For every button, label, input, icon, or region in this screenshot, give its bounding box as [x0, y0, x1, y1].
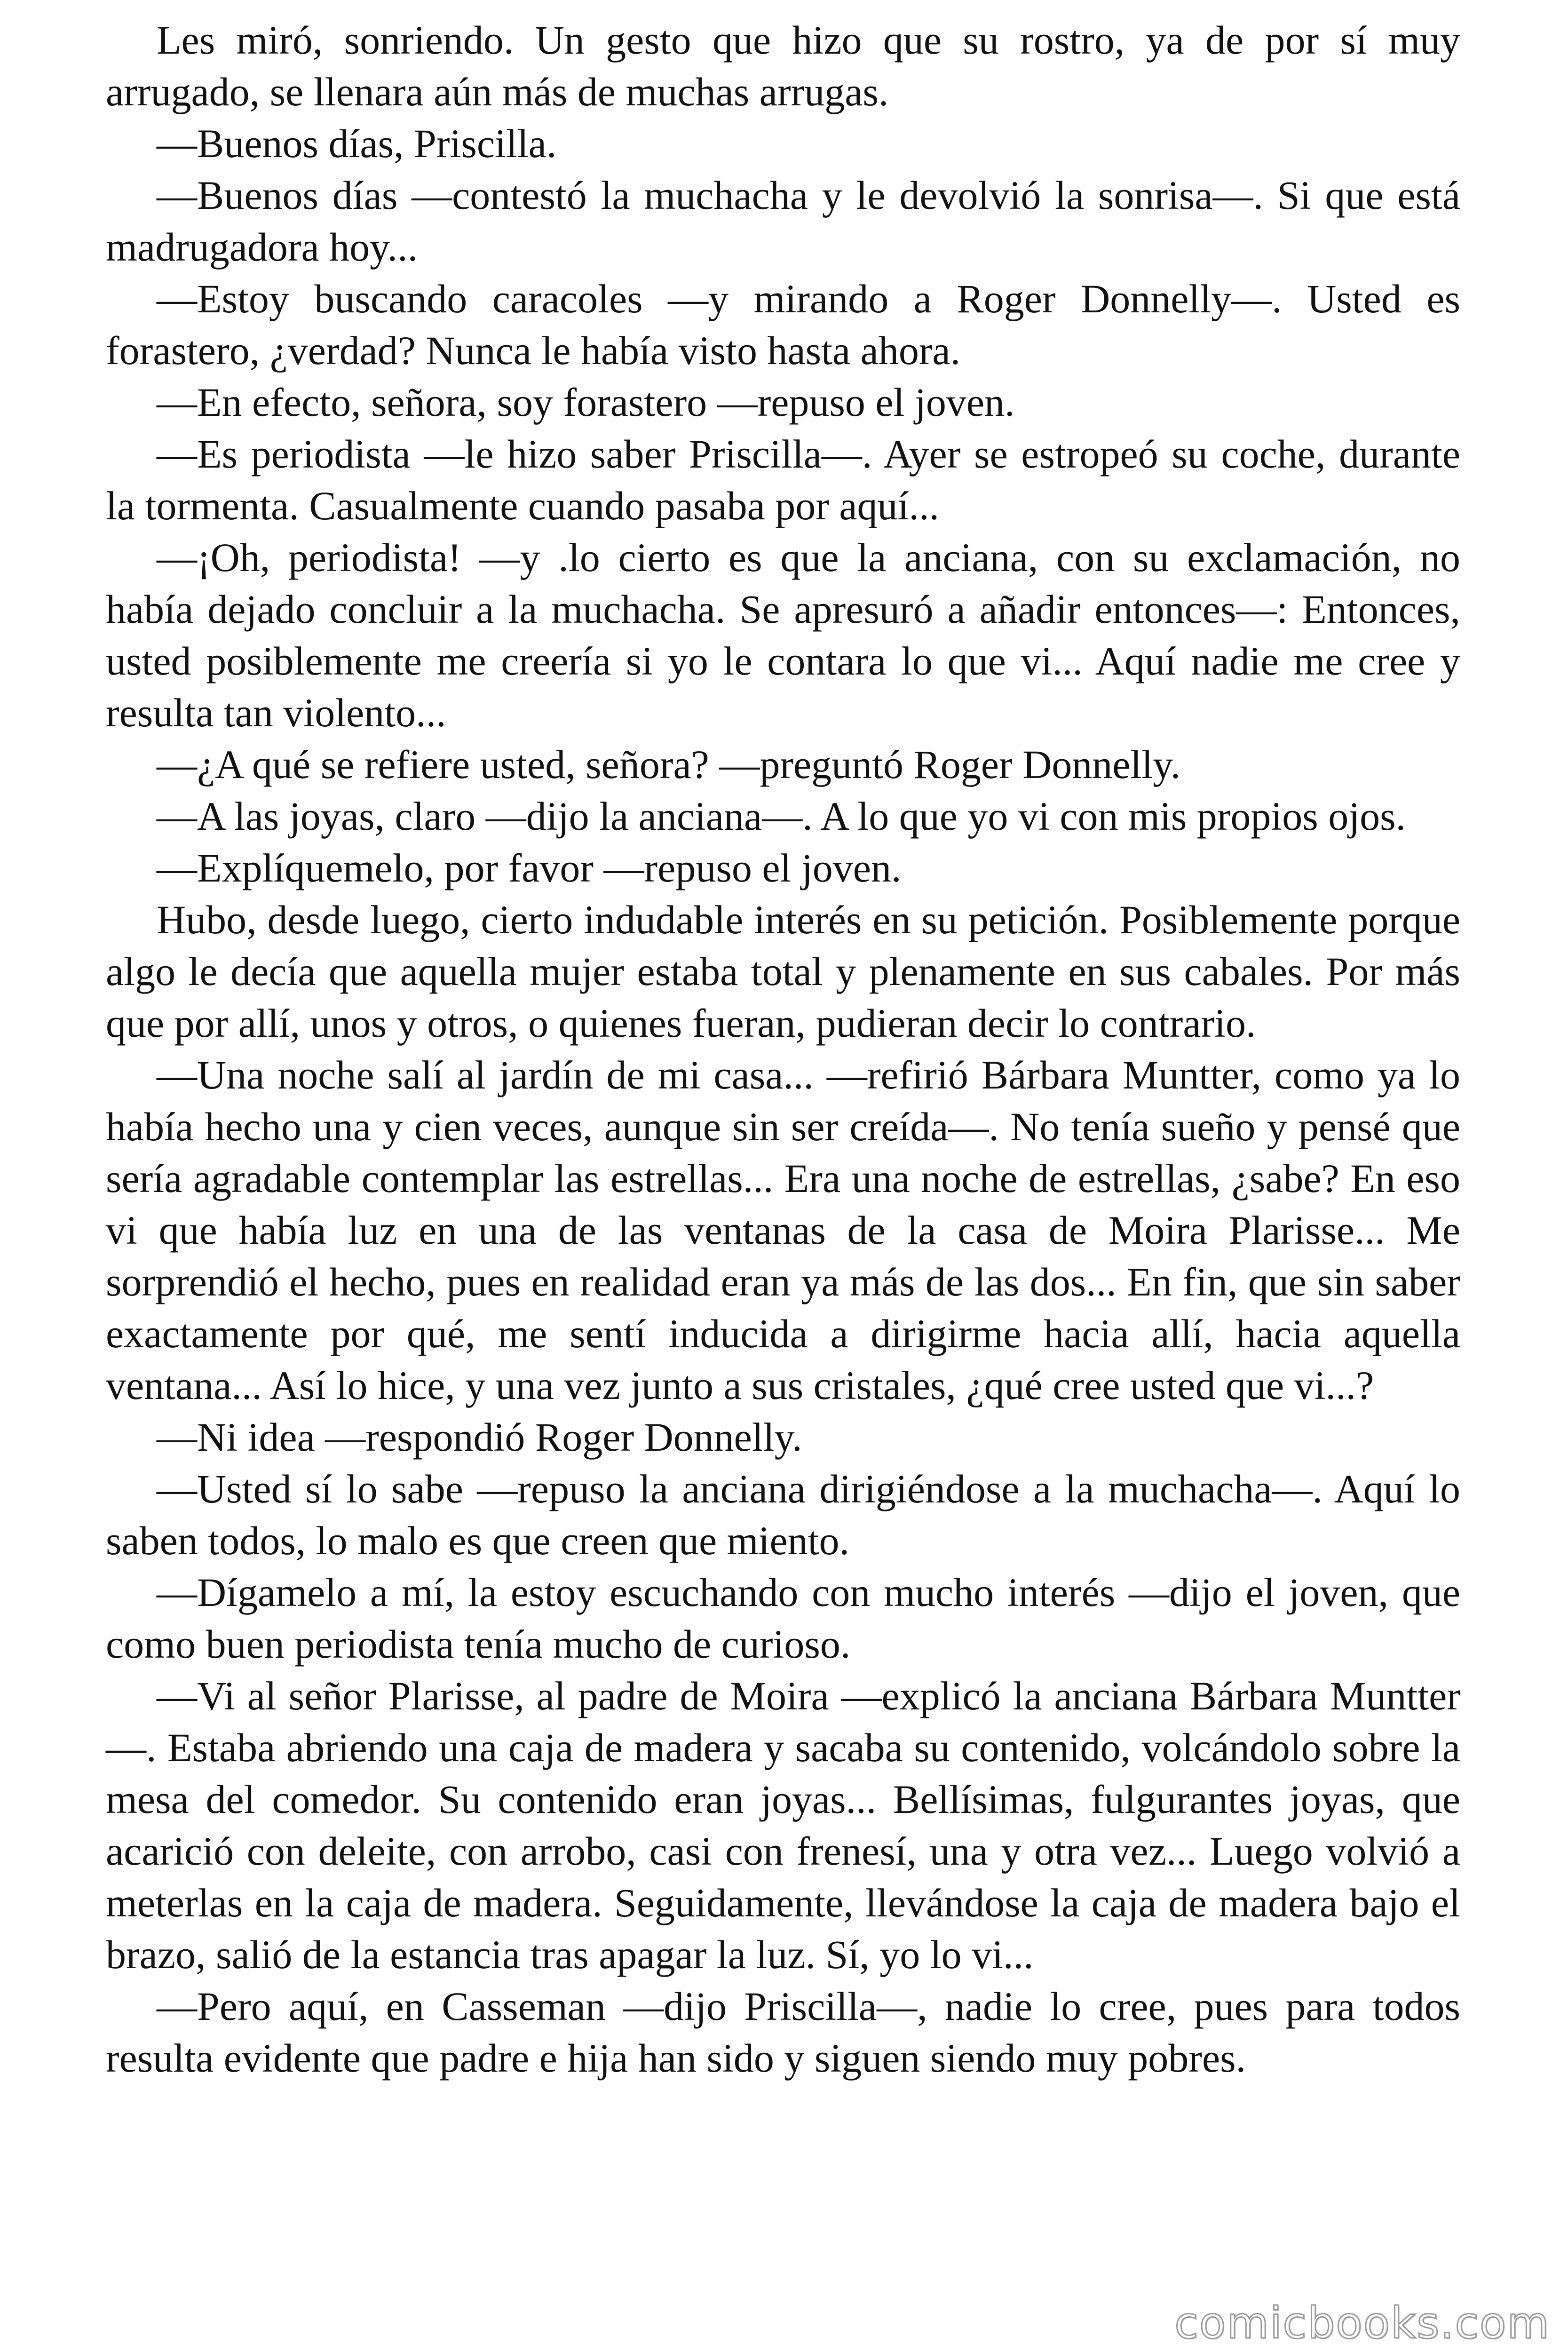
- paragraph: —Usted sí lo sabe —repuso la anciana dirigiéndose a la muchacha—. Aquí lo saben todos, lo malo es que creen que miento.: [106, 1466, 1460, 1563]
- paragraph: —Es periodista —le hizo saber Priscilla—. Ayer se estropeó su coche, durante la tormenta. Casualmente cuando pasaba por aquí...: [106, 431, 1460, 528]
- paragraph: —Una noche salí al jardín de mi casa... —refirió Bárbara Muntter, como ya lo había hecho una y cien veces, aunque sin ser creída—. No tenía sueño y pensé que sería agradable contemplar las estrellas... Era una noche de estrellas, ¿sabe? En eso vi que había luz en una de las ventanas de la casa de Moira Plarisse... Me sorprendió el hecho, pues en realidad eran ya más de las dos... En fin, que sin saber exactamente por qué, me sentí inducida a dirigirme hacia allí, hacia aquella ventana... Así lo hice, y una vez junto a sus cristales, ¿qué cree usted que vi...?: [106, 1052, 1460, 1408]
- page-body-text: [106, 14, 1460, 2084]
- paragraph: —A las joyas, claro —dijo la anciana—. A lo que yo vi con mis propios ojos.: [157, 794, 1406, 839]
- paragraph: —Explíquemelo, por favor —repuso el joven.: [157, 845, 902, 890]
- paragraph: —Buenos días —contestó la muchacha y le devolvió la sonrisa—. Si que está madrugadora hoy...: [106, 173, 1460, 270]
- paragraph: Les miró, sonriendo. Un gesto que hizo que su rostro, ya de por sí muy arrugado, se llenara aún más de muchas arrugas.: [106, 17, 1460, 114]
- paragraph: —Dígamelo a mí, la estoy escuchando con mucho interés —dijo el joven, que como buen periodista tenía mucho de curioso.: [106, 1570, 1460, 1667]
- paragraph: —En efecto, señora, soy forastero —repuso el joven.: [157, 380, 1015, 425]
- paragraph: —Buenos días, Priscilla.: [157, 121, 557, 166]
- paragraph: —Vi al señor Plarisse, al padre de Moira —explicó la anciana Bárbara Muntter—. Estaba abriendo una caja de madera y sacaba su contenido, volcándolo sobre la mesa del comedor. Su contenido eran joyas... Bellísimas, fulgurantes joyas, que acarició con deleite, con arrobo, casi con frenesí, una y otra vez... Luego volvió a meterlas en la caja de madera. Seguidamente, llevándose la caja de madera bajo el brazo, salió de la estancia tras apagar la luz. Sí, yo lo vi...: [106, 1673, 1460, 1977]
- paragraph: —¡Oh, periodista! —y .lo cierto es que la anciana, con su exclamación, no había dejado concluir a la muchacha. Se apresuró a añadir entonces—: Entonces, usted posiblemente me creería si yo le contara lo que vi... Aquí nadie me cree y resulta tan violento...: [106, 535, 1460, 735]
- watermark: comicbooks.com: [1174, 2298, 1550, 2348]
- paragraph: —Estoy buscando caracoles —y mirando a Roger Donnelly—. Usted es forastero, ¿verdad? Nunca le había visto hasta ahora.: [106, 276, 1460, 373]
- paragraph: —¿A qué se refiere usted, señora? —preguntó Roger Donnelly.: [157, 742, 1181, 787]
- paragraph: Hubo, desde luego, cierto indudable interés en su petición. Posiblemente porque algo le decía que aquella mujer estaba total y plenamente en sus cabales. Por más que por allí, unos y otros, o quienes fueran, pudieran decir lo contrario.: [106, 897, 1460, 1046]
- paragraph: —Ni idea —respondió Roger Donnelly.: [157, 1414, 802, 1460]
- paragraph: —Pero aquí, en Casseman —dijo Priscilla—, nadie lo cree, pues para todos resulta evidente que padre e hija han sido y siguen siendo muy pobres.: [106, 1984, 1460, 2081]
